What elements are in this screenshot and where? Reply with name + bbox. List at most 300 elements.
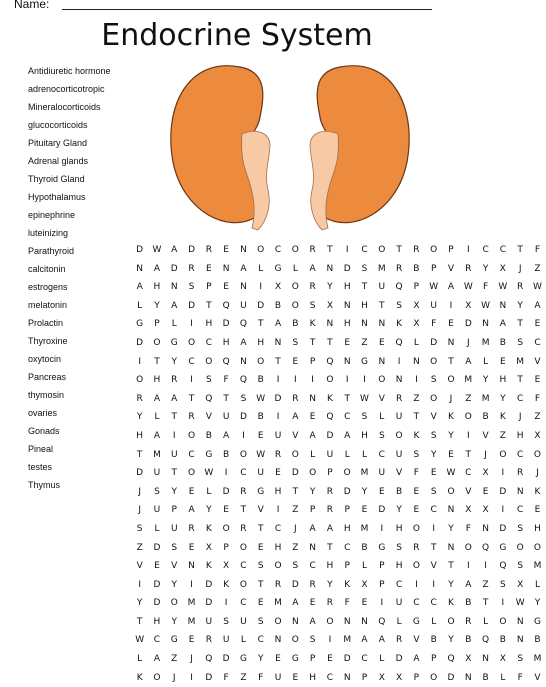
grid-letter[interactable]: S	[292, 337, 299, 348]
grid-letter[interactable]: W	[204, 468, 214, 479]
grid-letter[interactable]: H	[534, 523, 541, 534]
grid-letter[interactable]: J	[172, 672, 176, 683]
grid-letter[interactable]: N	[326, 263, 334, 274]
grid-letter[interactable]: H	[309, 672, 316, 683]
grid-letter[interactable]: S	[188, 282, 195, 293]
grid-letter[interactable]: G	[291, 654, 299, 665]
grid-letter[interactable]: D	[205, 579, 213, 590]
grid-letter[interactable]: T	[257, 319, 264, 330]
grid-letter[interactable]: U	[222, 635, 230, 646]
grid-letter[interactable]: O	[291, 449, 299, 460]
grid-letter[interactable]: M	[360, 468, 369, 479]
grid-letter[interactable]: N	[274, 635, 282, 646]
grid-letter[interactable]: Q	[326, 412, 334, 423]
grid-letter[interactable]: B	[257, 412, 264, 423]
grid-letter[interactable]: A	[344, 430, 351, 441]
grid-letter[interactable]: O	[153, 672, 161, 683]
grid-letter[interactable]: O	[447, 486, 455, 497]
grid-letter[interactable]: D	[464, 319, 472, 330]
grid-letter[interactable]: P	[379, 579, 385, 590]
grid-letter[interactable]: I	[466, 430, 470, 441]
grid-letter[interactable]: J	[138, 505, 141, 516]
grid-letter[interactable]: W	[481, 300, 491, 311]
grid-letter[interactable]: U	[274, 430, 282, 441]
grid-letter[interactable]: D	[205, 598, 213, 609]
grid-letter[interactable]: N	[482, 319, 489, 330]
grid-letter[interactable]: O	[326, 616, 334, 627]
grid-letter[interactable]: A	[465, 579, 472, 590]
grid-letter[interactable]: X	[326, 300, 333, 311]
grid-letter[interactable]: S	[257, 561, 264, 572]
grid-letter[interactable]: R	[188, 412, 195, 423]
grid-letter[interactable]: P	[327, 468, 333, 479]
grid-letter[interactable]: T	[344, 393, 350, 404]
grid-letter[interactable]: R	[326, 598, 334, 609]
grid-letter[interactable]: J	[449, 393, 453, 404]
grid-letter[interactable]: B	[534, 635, 541, 646]
grid-letter[interactable]: L	[483, 616, 489, 627]
grid-letter[interactable]: T	[275, 356, 281, 367]
grid-letter[interactable]: X	[205, 542, 212, 553]
grid-letter[interactable]: C	[240, 468, 247, 479]
grid-letter[interactable]: F	[482, 282, 489, 293]
grid-letter[interactable]: Z	[499, 430, 506, 441]
grid-letter[interactable]: Z	[534, 263, 541, 274]
grid-letter[interactable]: P	[344, 505, 350, 516]
grid-letter[interactable]: S	[205, 375, 212, 386]
grid-letter[interactable]: I	[484, 561, 487, 572]
grid-letter[interactable]: R	[188, 263, 195, 274]
grid-letter[interactable]: H	[136, 430, 144, 441]
grid-letter[interactable]: M	[274, 598, 282, 609]
grid-letter[interactable]: B	[499, 635, 506, 646]
grid-letter[interactable]: U	[170, 449, 178, 460]
grid-letter[interactable]: H	[205, 319, 213, 330]
grid-letter[interactable]: L	[240, 635, 246, 646]
grid-letter[interactable]: U	[395, 412, 403, 423]
grid-letter[interactable]: I	[242, 430, 245, 441]
grid-letter[interactable]: T	[257, 579, 264, 590]
grid-letter[interactable]: S	[517, 561, 524, 572]
grid-letter[interactable]: I	[363, 375, 366, 386]
grid-letter[interactable]: O	[430, 672, 438, 683]
grid-letter[interactable]: L	[500, 672, 506, 683]
grid-letter[interactable]: C	[517, 393, 524, 404]
grid-letter[interactable]: I	[138, 356, 141, 367]
grid-letter[interactable]: A	[378, 635, 385, 646]
grid-letter[interactable]: H	[361, 300, 368, 311]
grid-letter[interactable]: N	[326, 319, 334, 330]
grid-letter[interactable]: W	[498, 282, 508, 293]
grid-letter[interactable]: X	[378, 672, 385, 683]
grid-letter[interactable]: H	[343, 282, 351, 293]
grid-letter[interactable]: A	[171, 393, 178, 404]
grid-letter[interactable]: C	[499, 245, 507, 255]
grid-letter[interactable]: B	[465, 635, 472, 646]
grid-letter[interactable]: O	[516, 542, 524, 553]
grid-letter[interactable]: L	[396, 616, 402, 627]
grid-letter[interactable]: V	[465, 486, 472, 497]
grid-letter[interactable]: N	[395, 375, 403, 386]
grid-letter[interactable]: A	[136, 282, 143, 293]
grid-letter[interactable]: T	[517, 375, 523, 386]
grid-letter[interactable]: V	[482, 430, 489, 441]
grid-letter[interactable]: V	[257, 505, 264, 516]
grid-letter[interactable]: K	[309, 319, 316, 330]
grid-letter[interactable]: O	[239, 449, 247, 460]
grid-letter[interactable]: Z	[482, 579, 489, 590]
grid-letter[interactable]: D	[326, 430, 334, 441]
grid-letter[interactable]: S	[517, 654, 524, 665]
grid-letter[interactable]: Y	[171, 356, 177, 367]
grid-letter[interactable]: R	[240, 486, 247, 497]
grid-letter[interactable]: M	[187, 616, 196, 627]
grid-letter[interactable]: A	[153, 393, 161, 404]
grid-letter[interactable]: D	[499, 486, 507, 497]
grid-letter[interactable]: O	[309, 468, 317, 479]
grid-letter[interactable]: Z	[292, 542, 299, 553]
grid-letter[interactable]: N	[499, 300, 507, 311]
grid-letter[interactable]: O	[533, 449, 542, 460]
grid-letter[interactable]: T	[257, 523, 264, 534]
grid-letter[interactable]: F	[413, 468, 419, 479]
grid-letter[interactable]: S	[430, 375, 437, 386]
grid-letter[interactable]: S	[378, 430, 385, 441]
grid-letter[interactable]: D	[153, 579, 161, 590]
grid-letter[interactable]: R	[517, 282, 524, 293]
grid-letter[interactable]: T	[430, 542, 437, 553]
grid-letter[interactable]: C	[413, 598, 420, 609]
grid-letter[interactable]: U	[222, 412, 230, 423]
grid-letter[interactable]: K	[136, 672, 143, 683]
grid-letter[interactable]: V	[413, 635, 420, 646]
grid-letter[interactable]: A	[274, 319, 282, 330]
grid-letter[interactable]: J	[518, 263, 522, 274]
grid-letter[interactable]: B	[396, 486, 403, 497]
grid-letter[interactable]: S	[430, 430, 437, 441]
grid-letter[interactable]: Y	[136, 412, 143, 423]
grid-letter[interactable]: V	[534, 672, 541, 683]
grid-letter[interactable]: T	[361, 282, 368, 293]
grid-letter[interactable]: I	[259, 282, 263, 293]
grid-letter[interactable]: Z	[534, 412, 541, 423]
grid-letter[interactable]: C	[326, 672, 334, 683]
grid-letter[interactable]: L	[379, 412, 385, 423]
grid-letter[interactable]: G	[361, 356, 368, 367]
grid-letter[interactable]: O	[447, 375, 455, 386]
grid-letter[interactable]: V	[396, 468, 403, 479]
grid-letter[interactable]: S	[413, 449, 420, 460]
grid-letter[interactable]: P	[430, 654, 437, 665]
grid-letter[interactable]: R	[413, 542, 420, 553]
grid-letter[interactable]: H	[395, 561, 403, 572]
grid-letter[interactable]: C	[517, 449, 524, 460]
grid-letter[interactable]: E	[534, 319, 541, 330]
grid-letter[interactable]: Y	[361, 486, 368, 497]
grid-letter[interactable]: Q	[222, 300, 230, 311]
grid-letter[interactable]: I	[466, 561, 470, 572]
grid-letter[interactable]: M	[516, 356, 525, 367]
grid-letter[interactable]: C	[482, 245, 489, 255]
grid-letter[interactable]: X	[534, 430, 541, 441]
grid-letter[interactable]: D	[188, 300, 195, 311]
grid-letter[interactable]: L	[431, 616, 437, 627]
grid-letter[interactable]: T	[309, 337, 316, 348]
grid-letter[interactable]: I	[190, 319, 193, 330]
grid-letter[interactable]: N	[516, 635, 524, 646]
grid-letter[interactable]: F	[344, 598, 350, 609]
grid-letter[interactable]: Q	[395, 282, 403, 293]
grid-letter[interactable]: T	[327, 337, 333, 348]
grid-letter[interactable]: E	[257, 430, 264, 441]
grid-letter[interactable]: L	[344, 449, 350, 460]
grid-letter[interactable]: G	[136, 319, 144, 330]
grid-letter[interactable]: P	[309, 356, 316, 367]
grid-letter[interactable]: U	[170, 523, 178, 534]
grid-letter[interactable]: U	[430, 300, 437, 311]
grid-letter[interactable]: I	[311, 375, 314, 386]
grid-letter[interactable]: K	[344, 579, 351, 590]
grid-letter[interactable]: Z	[171, 654, 178, 665]
grid-letter[interactable]: H	[257, 337, 265, 348]
grid-letter[interactable]: E	[361, 505, 368, 516]
grid-letter[interactable]: I	[466, 245, 470, 255]
grid-letter[interactable]: E	[188, 486, 195, 497]
grid-letter[interactable]: O	[430, 393, 438, 404]
grid-letter[interactable]: E	[275, 654, 281, 665]
grid-letter[interactable]: E	[223, 505, 229, 516]
grid-letter[interactable]: D	[222, 654, 230, 665]
grid-letter[interactable]: E	[257, 598, 264, 609]
grid-letter[interactable]: S	[154, 486, 160, 497]
grid-letter[interactable]: D	[430, 337, 438, 348]
grid-letter[interactable]: J	[536, 468, 539, 479]
grid-letter[interactable]: A	[292, 412, 299, 423]
grid-letter[interactable]: J	[293, 523, 297, 534]
grid-letter[interactable]: O	[378, 375, 386, 386]
grid-letter[interactable]: A	[309, 430, 316, 441]
grid-letter[interactable]: O	[291, 282, 299, 293]
grid-letter[interactable]: V	[205, 412, 212, 423]
grid-letter[interactable]: I	[293, 375, 297, 386]
grid-letter[interactable]: I	[224, 598, 228, 609]
grid-letter[interactable]: E	[327, 654, 333, 665]
grid-letter[interactable]: D	[343, 654, 351, 665]
grid-letter[interactable]: R	[171, 375, 178, 386]
grid-letter[interactable]: C	[534, 337, 541, 348]
grid-letter[interactable]: L	[137, 300, 143, 311]
grid-letter[interactable]: L	[154, 412, 160, 423]
grid-letter[interactable]: I	[380, 598, 384, 609]
grid-letter[interactable]: O	[187, 430, 196, 441]
grid-letter[interactable]: X	[396, 672, 403, 683]
grid-letter[interactable]: O	[412, 561, 420, 572]
grid-letter[interactable]: C	[274, 523, 282, 534]
grid-letter[interactable]: Y	[500, 393, 506, 404]
grid-letter[interactable]: D	[291, 468, 299, 479]
grid-letter[interactable]: T	[171, 468, 177, 479]
grid-letter[interactable]: P	[413, 672, 420, 683]
grid-letter[interactable]: Y	[327, 282, 333, 293]
grid-letter[interactable]: U	[395, 598, 403, 609]
grid-letter[interactable]: L	[154, 523, 160, 534]
grid-letter[interactable]: O	[257, 245, 265, 255]
grid-letter[interactable]: W	[446, 468, 456, 479]
grid-letter[interactable]: I	[501, 468, 505, 479]
grid-letter[interactable]: D	[257, 300, 265, 311]
grid-letter[interactable]: O	[291, 635, 299, 646]
grid-letter[interactable]: D	[153, 542, 161, 553]
grid-letter[interactable]: I	[432, 523, 436, 534]
grid-letter[interactable]: O	[499, 449, 507, 460]
grid-letter[interactable]: X	[482, 505, 489, 516]
grid-letter[interactable]: I	[276, 375, 280, 386]
grid-letter[interactable]: M	[343, 635, 352, 646]
grid-letter[interactable]: N	[240, 356, 247, 367]
grid-letter[interactable]: Z	[413, 393, 420, 404]
grid-letter[interactable]: C	[361, 654, 368, 665]
grid-letter[interactable]: C	[240, 598, 247, 609]
grid-letter[interactable]: N	[240, 245, 247, 255]
grid-letter[interactable]: I	[190, 672, 193, 683]
grid-letter[interactable]: T	[188, 393, 195, 404]
grid-letter[interactable]: A	[309, 616, 316, 627]
grid-letter[interactable]: U	[326, 449, 334, 460]
grid-letter[interactable]: X	[499, 263, 506, 274]
grid-letter[interactable]: B	[482, 412, 489, 423]
grid-letter[interactable]: E	[448, 449, 454, 460]
grid-letter[interactable]: D	[395, 654, 403, 665]
grid-letter[interactable]: B	[430, 635, 437, 646]
grid-letter[interactable]: B	[482, 672, 489, 683]
grid-letter[interactable]: E	[448, 319, 454, 330]
grid-letter[interactable]: Y	[327, 579, 333, 590]
grid-letter[interactable]: H	[274, 542, 282, 553]
grid-letter[interactable]: V	[430, 412, 437, 423]
grid-letter[interactable]: Q	[205, 393, 213, 404]
grid-letter[interactable]: C	[465, 468, 472, 479]
grid-letter[interactable]: S	[136, 523, 143, 534]
grid-letter[interactable]: B	[413, 263, 420, 274]
grid-letter[interactable]: X	[465, 654, 472, 665]
grid-letter[interactable]: G	[257, 486, 265, 497]
grid-letter[interactable]: U	[378, 282, 386, 293]
grid-letter[interactable]: X	[517, 579, 524, 590]
grid-letter[interactable]: X	[465, 300, 472, 311]
grid-letter[interactable]: J	[518, 412, 522, 423]
grid-letter[interactable]: L	[534, 579, 540, 590]
grid-letter[interactable]: N	[447, 337, 455, 348]
grid-letter[interactable]: H	[153, 375, 161, 386]
grid-letter[interactable]: S	[500, 579, 506, 590]
grid-letter[interactable]: A	[413, 654, 420, 665]
grid-letter[interactable]: D	[343, 486, 351, 497]
grid-letter[interactable]: N	[361, 616, 368, 627]
grid-letter[interactable]: A	[534, 300, 541, 311]
grid-letter[interactable]: G	[239, 654, 247, 665]
grid-letter[interactable]: S	[240, 393, 247, 404]
grid-letter[interactable]: S	[396, 542, 402, 553]
grid-letter[interactable]: P	[223, 542, 229, 553]
grid-letter[interactable]: K	[448, 598, 454, 609]
grid-letter[interactable]: N	[240, 282, 247, 293]
grid-letter[interactable]: J	[484, 449, 487, 460]
grid-letter[interactable]: X	[361, 579, 368, 590]
grid-letter[interactable]: C	[378, 449, 385, 460]
grid-letter[interactable]: T	[517, 245, 523, 255]
grid-letter[interactable]: N	[343, 672, 351, 683]
grid-letter[interactable]: X	[274, 282, 282, 293]
grid-letter[interactable]: Z	[136, 542, 143, 553]
grid-letter[interactable]: D	[170, 263, 178, 274]
grid-letter[interactable]: D	[239, 412, 247, 423]
grid-letter[interactable]: C	[153, 635, 161, 646]
grid-letter[interactable]: O	[464, 542, 472, 553]
grid-letter[interactable]: X	[499, 654, 506, 665]
grid-letter[interactable]: G	[499, 542, 507, 553]
grid-letter[interactable]: U	[240, 300, 247, 311]
grid-letter[interactable]: M	[187, 598, 196, 609]
grid-letter[interactable]: D	[499, 523, 507, 534]
grid-letter[interactable]: W	[135, 635, 145, 646]
grid-letter[interactable]: Y	[171, 486, 177, 497]
grid-letter[interactable]: C	[205, 337, 212, 348]
grid-letter[interactable]: X	[413, 319, 420, 330]
grid-letter[interactable]: Y	[482, 263, 489, 274]
grid-letter[interactable]: L	[362, 449, 368, 460]
grid-letter[interactable]: Q	[239, 319, 247, 330]
grid-letter[interactable]: I	[190, 375, 193, 386]
grid-letter[interactable]: L	[258, 263, 264, 274]
grid-letter[interactable]: N	[343, 300, 351, 311]
grid-letter[interactable]: T	[206, 300, 212, 311]
grid-letter[interactable]: F	[258, 672, 264, 683]
grid-letter[interactable]: O	[412, 523, 420, 534]
grid-letter[interactable]: A	[240, 337, 247, 348]
grid-letter[interactable]: O	[153, 337, 161, 348]
grid-letter[interactable]: N	[309, 542, 316, 553]
grid-letter[interactable]: O	[274, 561, 282, 572]
grid-letter[interactable]: L	[483, 356, 489, 367]
grid-letter[interactable]: G	[412, 616, 420, 627]
grid-letter[interactable]: N	[136, 263, 144, 274]
grid-letter[interactable]: W	[515, 598, 525, 609]
grid-letter[interactable]: O	[343, 468, 351, 479]
grid-letter[interactable]: F	[223, 672, 229, 683]
grid-letter[interactable]: F	[223, 375, 229, 386]
grid-letter[interactable]: A	[188, 505, 195, 516]
grid-letter[interactable]: R	[274, 579, 282, 590]
grid-letter[interactable]: I	[501, 505, 505, 516]
grid-letter[interactable]: O	[136, 375, 144, 386]
grid-letter[interactable]: R	[465, 616, 472, 627]
grid-letter[interactable]: A	[153, 654, 161, 665]
grid-letter[interactable]: O	[533, 542, 542, 553]
grid-letter[interactable]: L	[413, 337, 419, 348]
grid-letter[interactable]: P	[154, 319, 160, 330]
grid-letter[interactable]: O	[464, 412, 472, 423]
grid-letter[interactable]: R	[292, 393, 299, 404]
grid-letter[interactable]: R	[326, 505, 334, 516]
grid-letter[interactable]: P	[206, 282, 212, 293]
grid-letter[interactable]: C	[430, 598, 437, 609]
grid-letter[interactable]: Y	[257, 654, 264, 665]
grid-letter[interactable]: T	[292, 486, 299, 497]
grid-letter[interactable]: R	[309, 282, 316, 293]
grid-letter[interactable]: U	[395, 449, 403, 460]
grid-letter[interactable]: E	[482, 486, 489, 497]
grid-letter[interactable]: L	[206, 486, 212, 497]
